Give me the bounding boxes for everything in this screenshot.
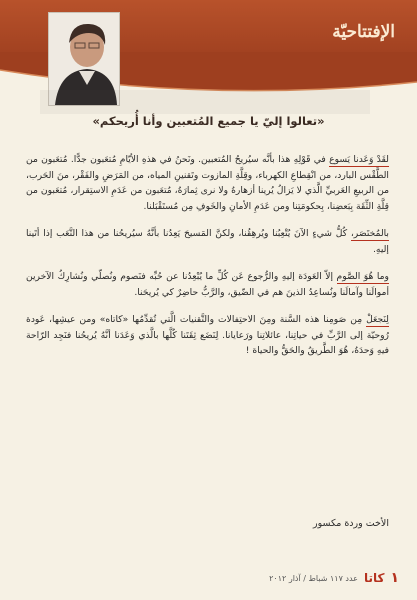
- page-footer: [269, 570, 399, 586]
- paragraph-4-lead: لِنَجعَلْ: [366, 314, 389, 325]
- article-headline: «تعالوا إليّ يا جميع المُتعبين وأنا أُريحكم»: [92, 114, 325, 128]
- faded-background-text: [40, 90, 370, 114]
- section-title: الإفتتاحيّة: [332, 22, 395, 42]
- paragraph-4: [26, 312, 389, 359]
- paragraph-4-text: مِن صَومِنا هذه السَّنة ومِنَ الاحتِفالات والتَّقنيات الَّتي تُقدِّمُها «كاتاه» ومن عيشِها، عَودة رُوحيّة إلى الرَّبِّ في حياتِنا، عائلاتِنا ورَعايانا. لِنَضَع ثِقَتَنا كُلَّها بالَّذي وَعَدَنا أنَّهُ يُريحُنا فنَجِد الرّاحة فيهِ وَحدَهُ، هُوَ الطَّريقُ والحَقُّ والحياة !: [26, 314, 389, 356]
- author-signature: الأخت وردة مكسور: [313, 518, 389, 529]
- paragraph-1-text: في قَوْلِهِ هذا بأنَّه سيُريحُ المُتعبين. ونَحنُ في هذهِ الأيّامِ مُتعَبون جدًّا. مُتعَبون من الطَّقْس البارد، من انْقِطاعِ الكهرباء، وقِلَّةِ المازوت وتَقنينِ المياه، من المَرَضِ والفَقْر، منَ الحَرب، من الربيعِ العَربيِّ الَّذي لا يَزالُ يُرينا أزهارهُ ولا نرى ثِمارَهُ، مُتعَبون من عَدَمِ الاستِقرار، مُتعَبون من قِلَّةِ الثِّقَة بِبَعضِنا، بِحكومَتِنا ومن عَدَمِ الأمانِ والخَوفِ مِن مُستَقْبَلنا.: [26, 154, 389, 212]
- article-body: [26, 152, 389, 371]
- paragraph-1-lead: لقَدْ وَعَدنا يَسوع: [329, 154, 389, 165]
- magazine-name: كاتا: [363, 571, 385, 585]
- paragraph-3-lead: وما هُوَ الصَّوم: [336, 271, 389, 282]
- paragraph-2-lead: بالمُختَصَر،: [350, 228, 389, 239]
- paragraph-2-text: كُلُّ شيءٍ الآنَ يُتْعِبُنا ويُرهِقُنا، ولكنَّ المَسيحَ يَعِدُنا بأنَّهُ سيُريحُنا من هذا التَّعَب إذا أتَينا إليهِ.: [26, 228, 389, 255]
- issue-info: عدد ١١٧ شباط / آذار ٢٠١٢: [269, 573, 358, 583]
- paragraph-3-text: إلاّ العَودَة إليهِ والرُّجوع عَن كُلِّ ما يُبْعِدُنا عن حُبِّه فنَصوم ونُصلّي ونُشارِكُ الآخرين أموالَنا وآمالَنا ونُساعِدُ الذينَ هم في الضّيق، والرَّبُّ حاضِرٌ كي يُريحَنا.: [26, 271, 389, 298]
- paragraph-2: [26, 226, 389, 257]
- page-number: ١: [390, 570, 399, 586]
- paragraph-3: [26, 269, 389, 300]
- paragraph-1: [26, 152, 389, 214]
